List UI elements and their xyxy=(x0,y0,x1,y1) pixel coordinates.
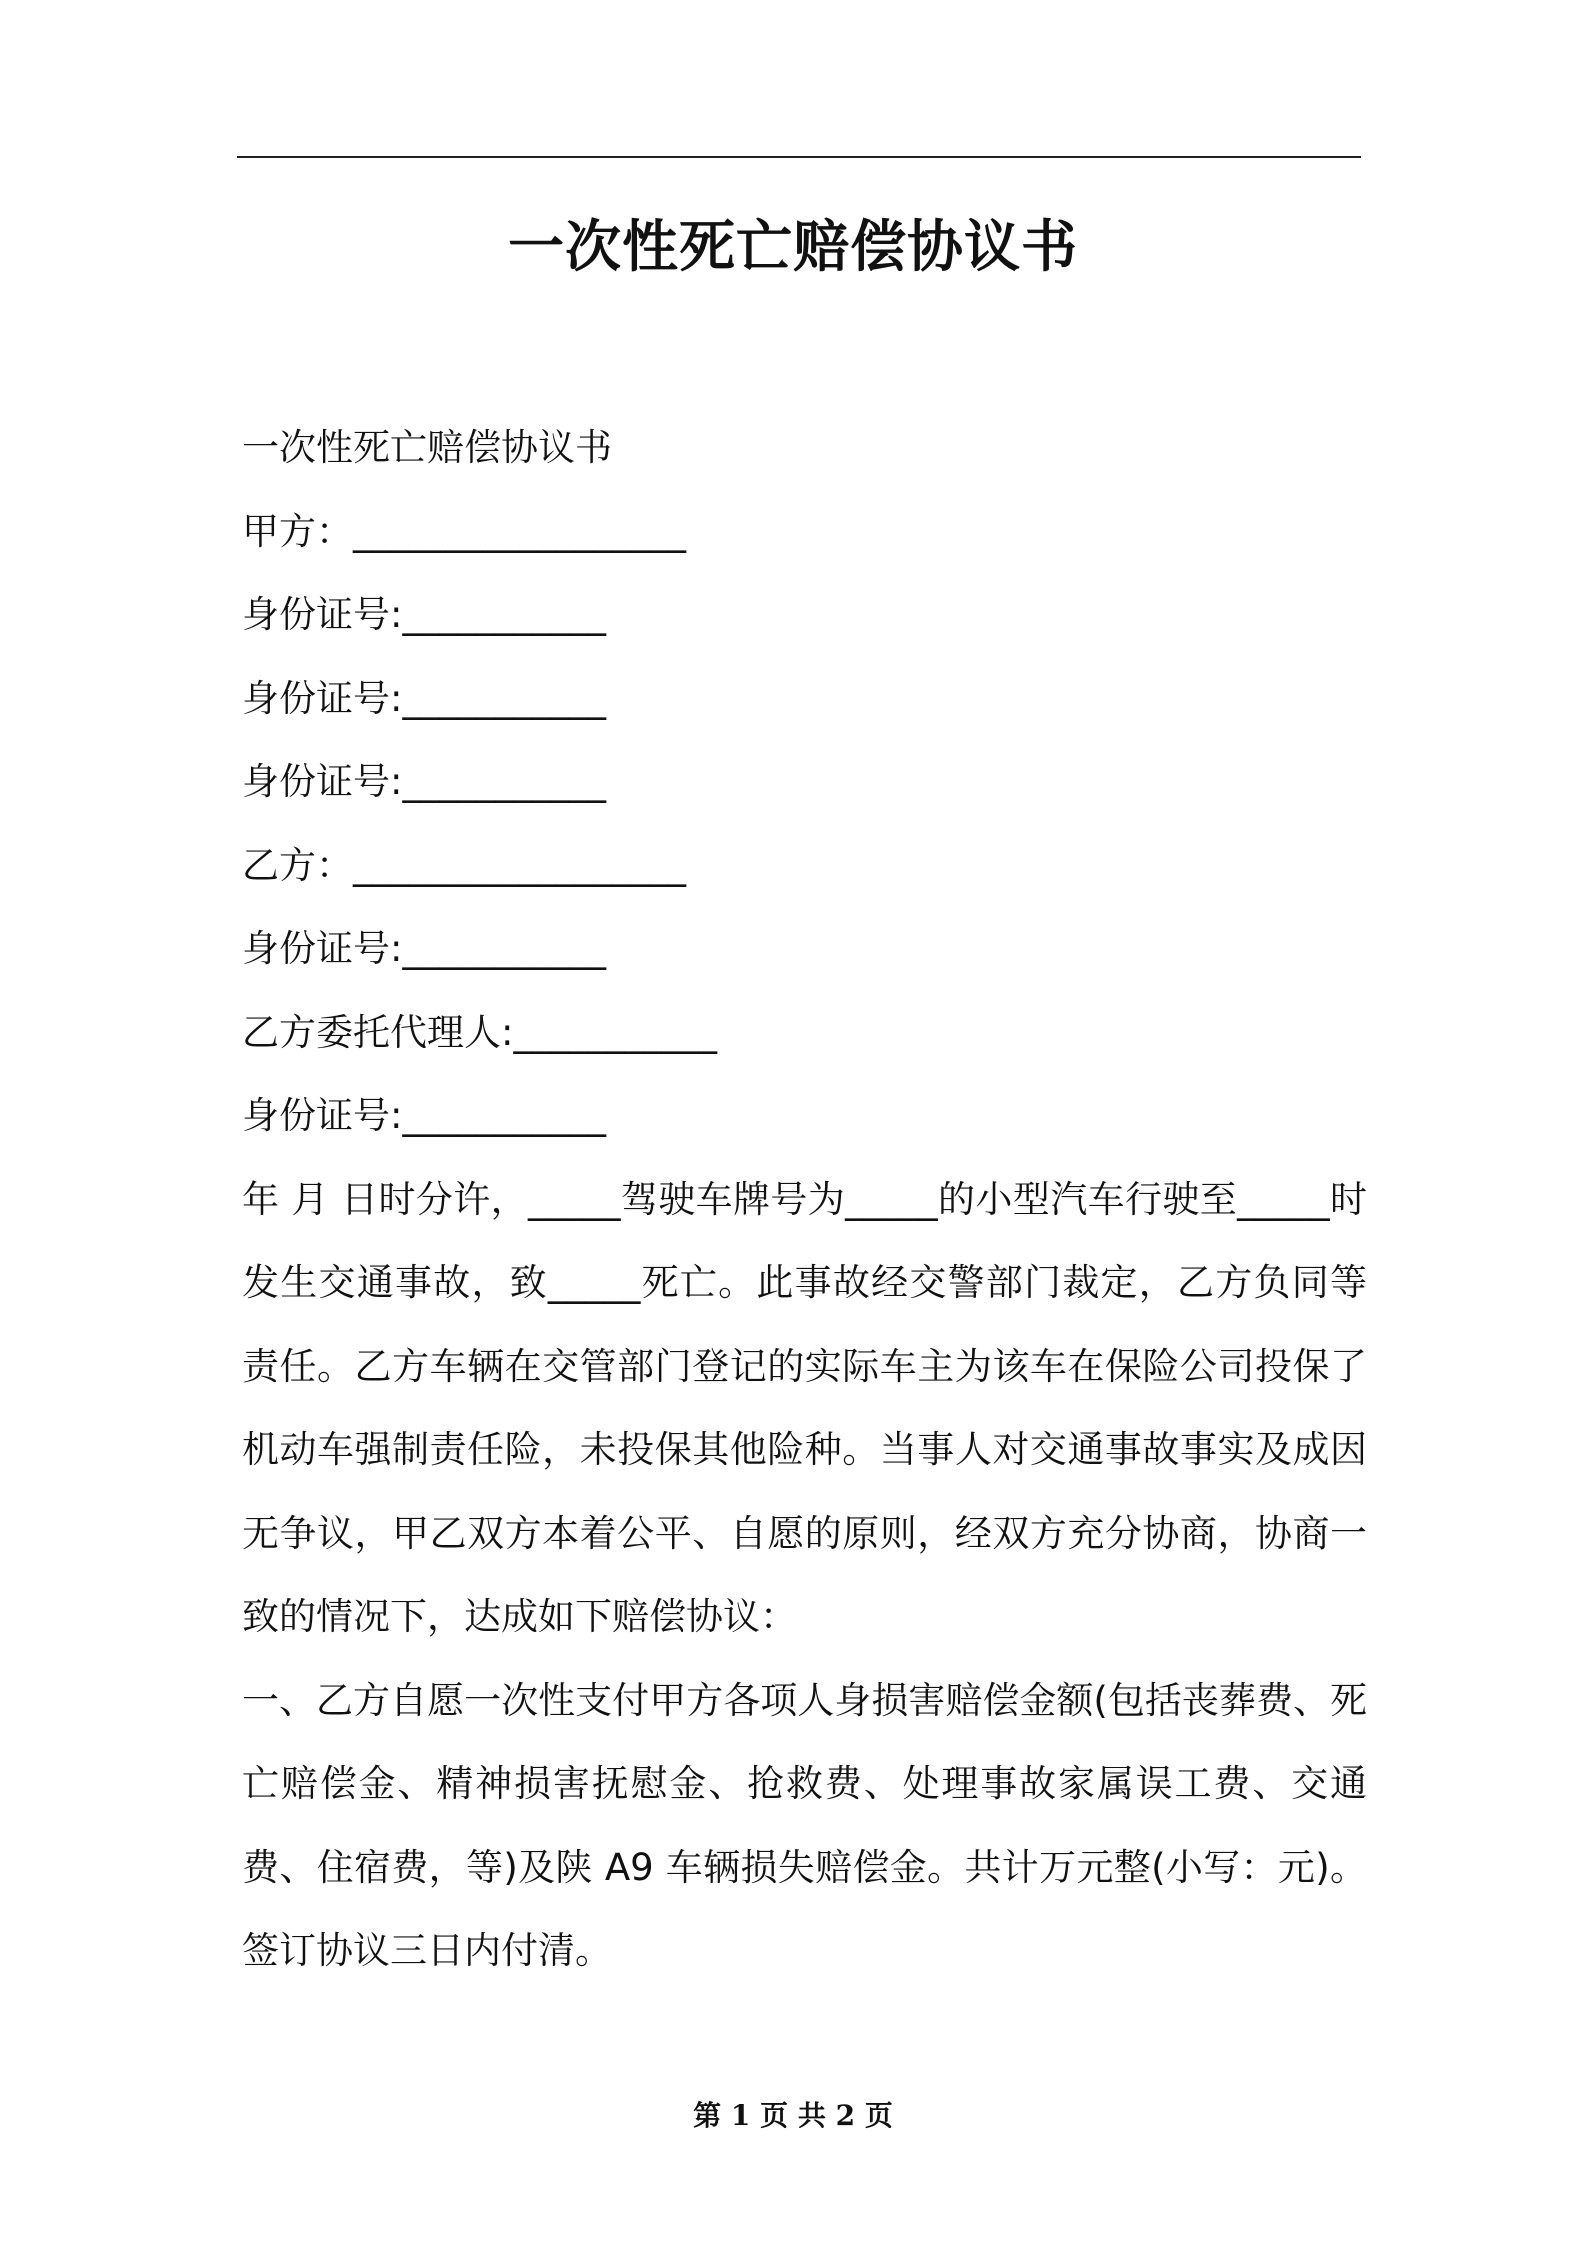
party-b-agent-field: 乙方委托代理人:___________ xyxy=(242,1010,717,1054)
clause-one-paragraph: 一、乙方自愿一次性支付甲方各项人身损害赔偿金额(包括丧葬费、死亡赔偿金、精神损害抚慰金、抢救费、处理事故家属误工费、交通费、住宿费，等)及陕 A9 车辆损失赔偿金。共计万元整(小写：元)。签订协议三日内付清。 xyxy=(242,1678,1367,1972)
accident-paragraph: 年 月 日时分许，_____驾驶车牌号为_____的小型汽车行驶至_____时发生交通事故，致_____死亡。此事故经交警部门裁定，乙方负同等责任。乙方车辆在交管部门登记的实际车主为该车在保险公司投保了机动车强制责任险，未投保其他险种。当事人对交通事故事实及成因无争议，甲乙双方本着公平、自愿的原则，经双方充分协商，协商一致的情况下，达成如下赔偿协议： xyxy=(242,1177,1367,1638)
party-a-field: 甲方：__________________ xyxy=(242,509,686,553)
page-number-footer: 第 1 页 共 2 页 xyxy=(693,2099,893,2132)
header-rule xyxy=(237,156,1361,158)
id-number-field: 身份证号:___________ xyxy=(242,927,606,970)
document-body xyxy=(242,406,1367,1993)
subtitle: 一次性死亡赔偿协议书 xyxy=(242,426,612,469)
id-number-field: 身份证号:___________ xyxy=(242,676,606,720)
id-number-field: 身份证号:___________ xyxy=(242,1094,606,1137)
id-number-field: 身份证号:___________ xyxy=(242,593,606,636)
id-number-field: 身份证号:___________ xyxy=(242,760,606,803)
party-b-field: 乙方：__________________ xyxy=(242,843,686,887)
document-title: 一次性死亡赔偿协议书 xyxy=(508,215,1078,280)
